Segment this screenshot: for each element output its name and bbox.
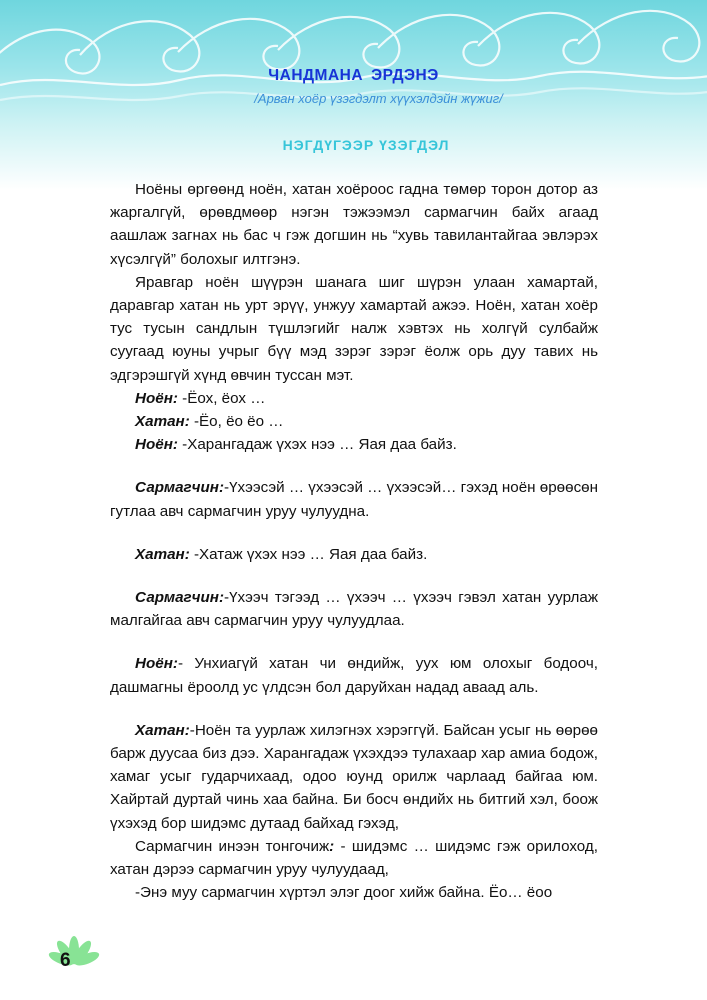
- dialogue-text: -Ноён та уурлаж хилэгнэх хэрэггүй. Байсан усыг нь өөрөө барж дуусаа биз дээ. Харангадаж үхэхдээ тулахаар хар амиа бодож, хамаг усыг гударчихаад, одоо юунд орилж чарлаад байгаа юм. Хайртай дуртай чинь хаа байна. Би босч өндийх нь битгий хэл, боож үхэхэд бор шидэмс дутаад байхад гэхэд,: [110, 721, 598, 832]
- section-heading: НЭГДҮГЭЭР ҮЗЭГДЭЛ: [282, 137, 450, 153]
- play-subtitle: /Арван хоёр үзэгдэлт хүүхэлдэйн жүжиг/: [254, 91, 503, 106]
- paragraph-1: Ноёны өргөөнд ноён, хатан хоёроос гадна төмөр торон дотор аз жаргалгүй, өрөвдмөөр нэгэн тэжээмэл сармагчин байх агаад аашлаж загнах нь бас ч гэж догшин нь “хувь тавилантайгаа эвлэрэх хүсэлгүй” болохыг илтгэнэ.: [110, 181, 598, 268]
- page-number: 6: [60, 950, 71, 971]
- dialogue-text: -Хатаж үхэх нээ … Яая даа байз.: [189, 545, 428, 563]
- dialogue-line-3: [110, 433, 598, 456]
- dialogue-text: -Харангадаж үхэх нээ … Яая даа байз.: [177, 436, 457, 454]
- dialogue-line-8: [110, 719, 598, 835]
- dialogue-line-2: [110, 410, 598, 433]
- speaker-label: Сармагчин:: [135, 479, 225, 497]
- dialogue-line-9: [110, 835, 598, 881]
- dialogue-text: -Ёох, ёох …: [177, 389, 266, 407]
- colon-mark: :: [329, 837, 335, 855]
- speaker-label: Ноён:: [135, 389, 178, 407]
- play-title: [0, 67, 707, 85]
- title-word-2: ЭРДЭНЭ: [371, 67, 439, 84]
- dialogue-text: -Үхээсэй … үхээсэй … үхээсэй… гэхэд ноён өрөөсөн гутлаа авч сармагчин уруу чулуудна.: [110, 479, 598, 520]
- speaker-label: Хатан:: [135, 721, 190, 739]
- dialogue-text: -Ёо, ёо ёо …: [189, 413, 284, 431]
- speaker-label: Ноён:: [135, 436, 178, 454]
- dialogue-line-4: [110, 476, 598, 522]
- paragraph-2: Яравгар ноён шүүрэн шанага шиг шүрэн улаан хамартай, даравгар хатан нь урт эрүү, унжуу хамартай ажээ. Ноён, хатан хоёр тус тусын сандлын түшлэгийг налж хэвтэх нь холгүй сулбайж суугаад юуны учрыг бүү мэд зэрэг зэрэг ёолж орь дуу тавих нь эдгэрэшгүй хүнд өвчин туссан мэт.: [110, 273, 598, 384]
- speaker-label: Сармагчин:: [135, 589, 225, 607]
- leaf-fan-icon: [38, 928, 110, 978]
- dialogue-text: Сармагчин инээн тонгочиж: [135, 837, 330, 855]
- dialogue-text: -Үхээч тэгээд … үхээч … үхээч гэвэл хатан уурлаж малгайгаа авч сармагчин уруу чулуудлаа.: [110, 589, 598, 630]
- title-word-1: ЧАНДМАНА: [268, 67, 364, 84]
- dialogue-line-5: [110, 543, 598, 566]
- dialogue-text: - шидэмс … шидэмс гэж орилоход, хатан дэрээ сармагчин уруу чулуудаад,: [110, 837, 598, 879]
- dialogue-line-6: [110, 586, 598, 632]
- speaker-label: Хатан:: [135, 545, 190, 563]
- dialogue-line-7: [110, 652, 598, 698]
- play-body: [110, 178, 598, 904]
- dialogue-line-1: [110, 387, 598, 410]
- speaker-label: Ноён:: [135, 655, 178, 673]
- dialogue-text: - Унхиагүй хатан чи өндийж, уух юм олохыг бодооч, дашмагны ёроолд ус үлдсэн бол даруйхан надад аваад аль.: [110, 655, 598, 696]
- speaker-label: Хатан:: [135, 413, 190, 431]
- dialogue-line-10: -Энэ муу сармагчин хүртэл элэг доог хийж байна. Ёо… ёоо: [135, 884, 553, 902]
